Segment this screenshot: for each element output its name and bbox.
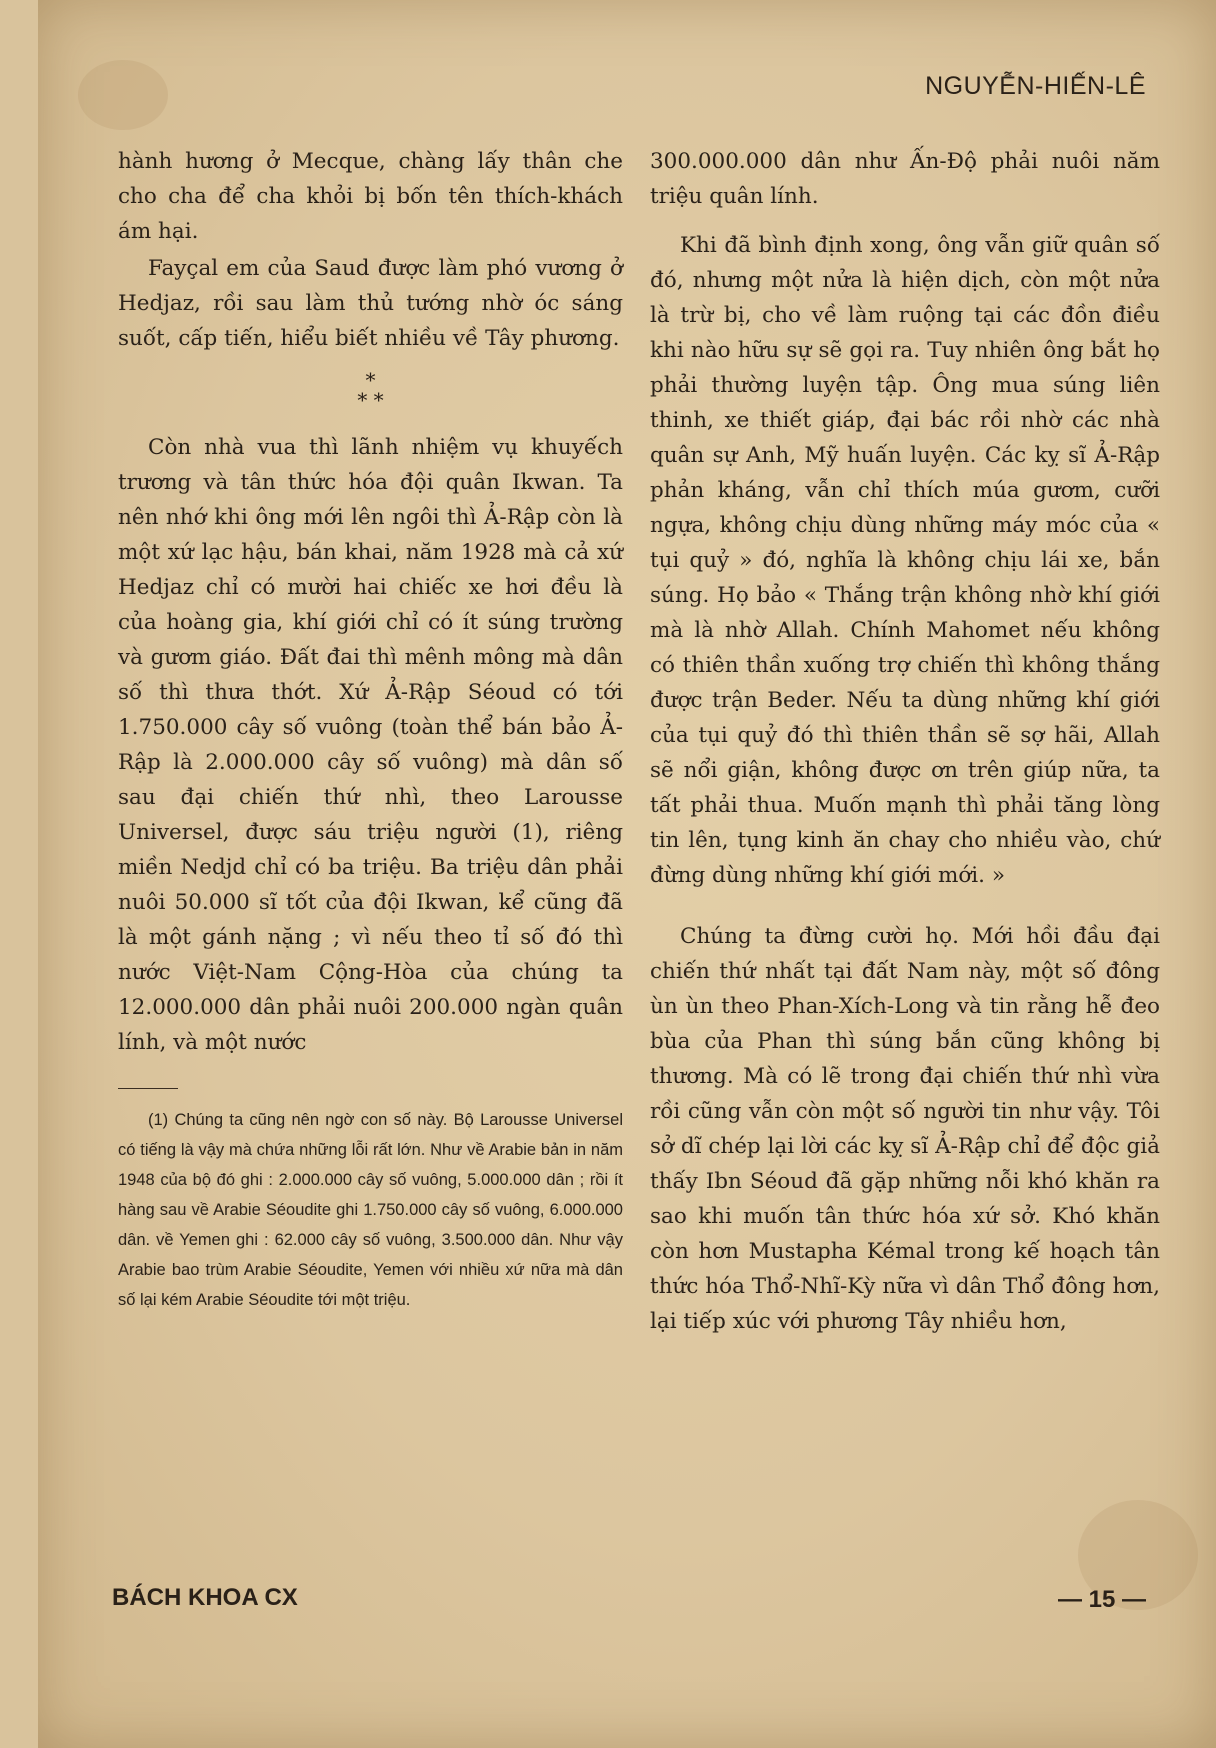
paragraph: 300.000.000 dân như Ấn-Độ phải nuôi năm triệu quân lính. [650, 149, 1160, 209]
paragraph: Khi đã bình định xong, ông vẫn giữ quân số đó, nhưng một nửa là hiện dịch, còn một nửa là trừ bị, cho về làm ruộng tại các đồn điều khi nào hữu sự sẽ gọi ra. Tuy nhiên ông bắt họ phải thường luyện tập. Ông mua súng liên thinh, xe thiết giáp, đại bác rồi nhờ các nhà quân sự Anh, Mỹ huấn luyện. Các kỵ sĩ Ả-Rập phản kháng, vẫn chỉ thích múa gươm, cưỡi ngựa, không chịu dùng những máy móc của « tụi quỷ » đó, nghĩa là không chịu lái xe, bắn súng. Họ bảo « Thắng trận không nhờ khí giới mà là nhờ Allah. Chính Mahomet nếu không có thiên thần xuống trợ chiến thì không thắng được trận Beder. Nếu ta dùng những khí giới của tụi quỷ đó thì thiên thần sẽ sợ hãi, Allah sẽ nổi giận, không được ơn trên giúp nữa, ta tất phải thua. Muốn mạnh thì phải tăng lòng tin lên, tụng kinh ăn chay cho nhiều vào, chứ đừng dùng những khí giới mới. » [650, 233, 1160, 888]
paper-stain [78, 60, 168, 130]
magazine-page [38, 0, 1216, 1748]
running-header: NGUYỄN-HIẾN-LÊ [925, 72, 1146, 100]
publication-name: BÁCH KHOA CX [112, 1584, 298, 1611]
paragraph: Chúng ta đừng cười họ. Mới hồi đầu đại chiến thứ nhất tại đất Nam này, một số đông ùn ùn theo Phan-Xích-Long và tin rằng hễ đeo bùa của Phan thì súng bắn cũng không bị thương. Mà có lẽ trong đại chiến thứ nhì vừa rồi cũng vẫn còn một số người tin như vậy. Tôi sở dĩ chép lại lời các kỵ sĩ Ả-Rập chỉ để độc giả thấy Ibn Séoud đã gặp những nỗi khó khăn ra sao khi muốn tân thức hóa xứ sở. Khó khăn còn hơn Mustapha Kémal trong kế hoạch tân thức hóa Thổ-Nhĩ-Kỳ nữa vì dân Thổ đông hơn, lại tiếp xúc với phương Tây nhiều hơn, [650, 924, 1160, 1334]
right-column [650, 144, 1160, 1339]
paragraph: Fayçal em của Saud được làm phó vương ở Hedjaz, rồi sau làm thủ tướng nhờ óc sáng suốt, cấp tiến, hiểu biết nhiều về Tây phương. [118, 256, 623, 351]
footnote: (1) Chúng ta cũng nên ngờ con số này. Bộ Larousse Universel có tiếng là vậy mà chứa những lỗi rất lớn. Như về Arabie bản in năm 1948 của bộ đó ghi : 2.000.000 cây số vuông, 5.000.000 dân ; rồi ít hàng sau về Arabie Séoudite ghi 1.750.000 cây số vuông, 6.000.000 dân. về Yemen ghi : 62.000 cây số vuông, 3.500.000 dân. Như vậy Arabie bao trùm Arabie Séoudite, Yemen với nhiều xứ nữa mà dân số lại kém Arabie Séoudite tới một triệu. [118, 1111, 623, 1309]
paragraph: Còn nhà vua thì lãnh nhiệm vụ khuyếch trương và tân thức hóa đội quân Ikwan. Ta nên nhớ khi ông mới lên ngôi thì Ả-Rập còn là một xứ lạc hậu, bán khai, năm 1928 mà cả xứ Hedjaz chỉ có mười hai chiếc xe hơi đều là của hoàng gia, khí giới chỉ có ít súng trường và gươm giáo. Đất đai thì mênh mông mà dân số thì thưa thớt. Xứ Ả-Rập Séoud có tới 1.750.000 cây số vuông (toàn thể bán bảo Ả-Rập là 2.000.000 cây số vuông) mà dân số sau đại chiến thứ nhì, theo Larousse Universel, được sáu triệu người (1), riêng miền Nedjd chỉ có ba triệu. Ba triệu dân phải nuôi 50.000 sĩ tốt của đội Ikwan, kể cũng đã là một gánh nặng ; vì nếu theo tỉ số đó thì nước Việt-Nam Cộng-Hòa của chúng ta 12.000.000 dân phải nuôi 200.000 ngàn quân lính, và một nước [118, 435, 623, 1055]
section-separator [118, 370, 623, 410]
paragraph: hành hương ở Mecque, chàng lấy thân che cho cha để cha khỏi bị bốn tên thích-khách ám hại. [118, 149, 623, 244]
left-column [118, 144, 623, 1315]
footnote-rule [118, 1088, 178, 1089]
page-number: — 15 — [1057, 1586, 1146, 1613]
separator-stars: * * [357, 388, 384, 412]
separator-star: * [365, 368, 376, 392]
